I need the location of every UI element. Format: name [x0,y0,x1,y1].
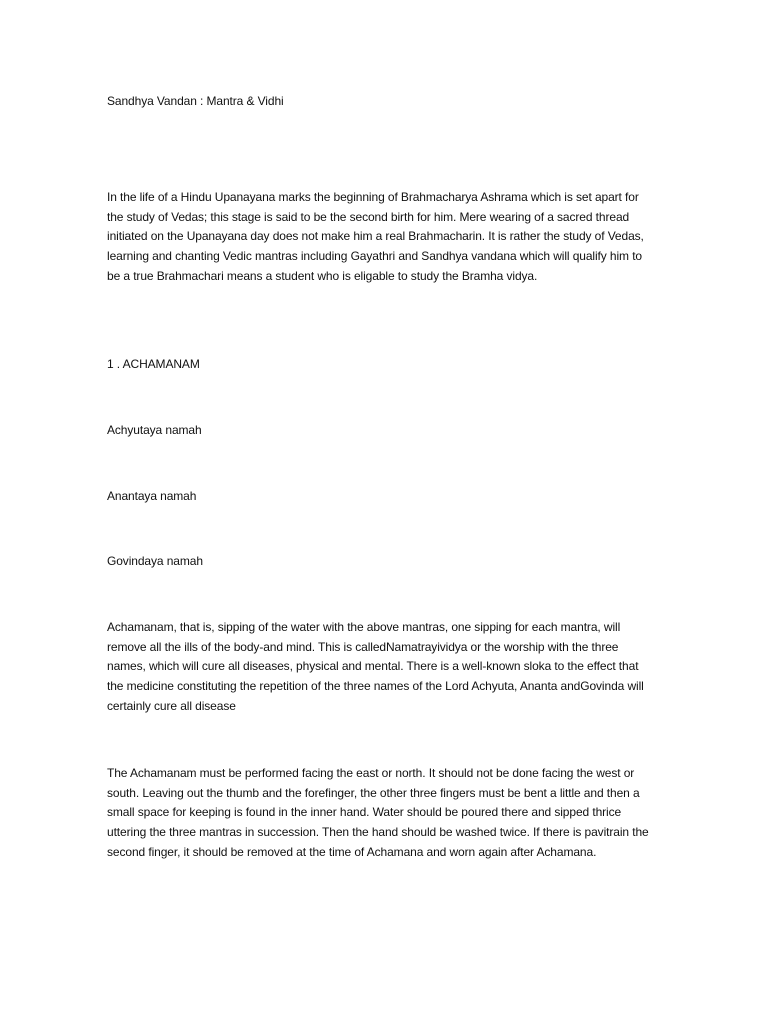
document-title: Sandhya Vandan : Mantra & Vidhi [107,94,284,108]
mantra-achyutaya: Achyutaya namah [107,423,202,437]
intro-paragraph: In the life of a Hindu Upanayana marks the beginning of Brahmacharya Ashrama which is set apart for the study of Vedas; this stage is said to be the second birth for him. Mere wearing of a sacred thread initiated on the Upanayana day does not make him a real Brahmacharin. It is rather the study of Vedas, learning and chanting Vedic mantras including Gayathri and Sandhya vandana which will qualify him to be a true Brahmachari means a student who is eligable to study the Bramha vidya. [107,190,644,283]
mantra-anantaya: Anantaya namah [107,489,197,503]
achamanam-procedure-paragraph: The Achamanam must be performed facing the east or north. It should not be done facing the west or south. Leaving out the thumb and the forefinger, the other three fingers must be bent a little and then a small space for keeping is found in the inner hand. Water should be poured there and sipped thrice uttering the three mantras in succession. Then the hand should be washed twice. If there is pavitrain the second finger, it should be removed at the time of Achamana and worn again after Achamana. [107,766,649,859]
section-heading-achamanam: 1 . ACHAMANAM [107,357,200,371]
mantra-govindaya: Govindaya namah [107,554,203,568]
achamanam-description-paragraph: Achamanam, that is, sipping of the water with the above mantras, one sipping for each mantra, will remove all the ills of the body-and mind. This is calledNamatrayividya or the worship with the three names, which will cure all diseases, physical and mental. There is a well-known sloka to the effect that the medicine constituting the repetition of the three names of the Lord Achyuta, Ananta andGovinda will certainly cure all disease [107,620,644,713]
